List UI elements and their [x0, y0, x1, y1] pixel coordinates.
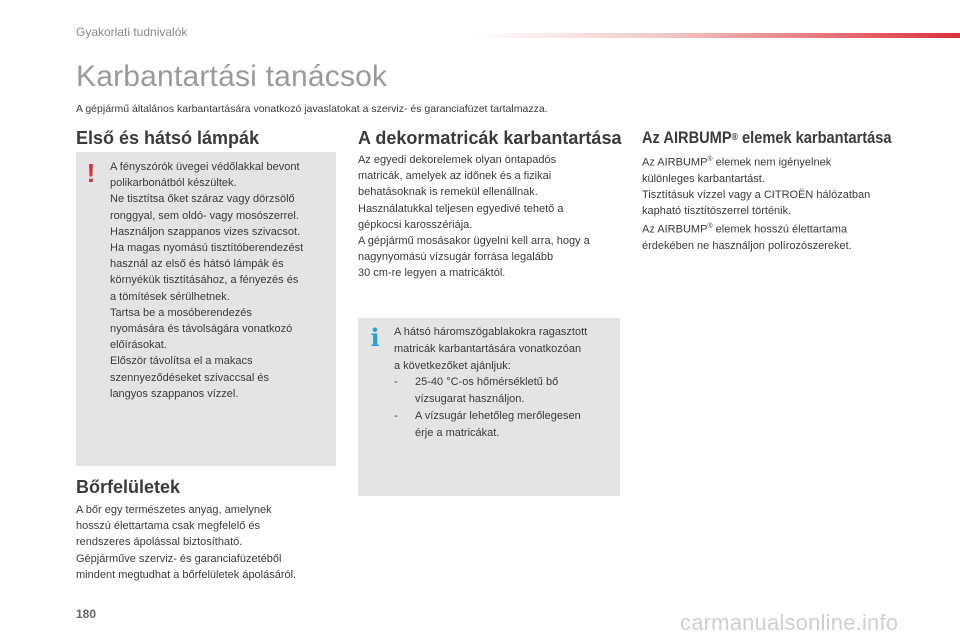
watermark: carmanualsonline.info [680, 610, 899, 635]
leather-line: Gépjárműve szerviz- és garanciafüzetéből [76, 552, 282, 565]
list-dash: - [394, 409, 398, 422]
warning-line: előírásokat. [110, 339, 167, 352]
leather-text [76, 502, 346, 583]
registered-mark: ® [731, 132, 738, 143]
registered-mark: ® [707, 223, 713, 231]
page-title: Karbantartási tanácsok [76, 60, 388, 93]
warning-line: Először távolítsa el a makacs [110, 355, 253, 368]
decals-line: 30 cm-re legyen a matricáktól. [358, 267, 506, 280]
info-text [394, 324, 616, 442]
warning-line: használ az első és hátsó lámpák és [110, 258, 284, 271]
warning-line: környékük tisztításához, a fényezés és [110, 274, 299, 287]
airbump-line-part: elemek nem igényelnek [712, 156, 832, 169]
airbump-line [642, 152, 922, 171]
airbump-line: Tisztításuk vízzel vagy a CITROËN hálózatban [642, 189, 871, 202]
info-list-item [394, 408, 616, 442]
warning-line: polikarbonátból készültek. [110, 177, 237, 190]
decals-text [358, 152, 628, 282]
exclamation-icon: ! [86, 158, 96, 188]
airbump-line-part: Az AIRBUMP [642, 224, 708, 237]
info-item-line: érje a matricákat. [415, 426, 500, 439]
page-intro: A gépjármű általános karbantartására vonatkozó javaslatokat a szerviz- és garanciafüzet tartalmazza. [76, 103, 548, 115]
info-item-line: vízsugarat használjon. [415, 393, 525, 406]
warning-line: nyomására és távolságára vonatkozó [110, 323, 293, 336]
airbump-heading-prefix: Az AIRBUMP [642, 128, 732, 147]
decals-line: nagynyomású vízsugár forrása legalább [358, 251, 554, 264]
airbump-line: különleges karbantartást. [642, 172, 765, 185]
airbump-line [642, 219, 922, 238]
leather-line: A bőr egy természetes anyag, amelynek [76, 504, 272, 516]
airbump-line-part: elemek hosszú élettartama [712, 224, 848, 237]
leather-heading: Bőrfelületek [76, 477, 181, 497]
decals-line: Használatukkal teljesen egyedivé tehető a [358, 202, 564, 215]
list-dash: - [394, 376, 398, 389]
warning-line: ronggyal, sem oldó- vagy mosószerrel. [110, 209, 299, 222]
lamps-heading: Első és hátsó lámpák [76, 128, 260, 148]
warning-line: Ha magas nyomású tisztítóberendezést [110, 242, 304, 255]
page-number: 180 [76, 607, 97, 621]
section-header: Gyakorlati tudnivalók [76, 25, 188, 39]
warning-line: langyos szappanos vízzel. [110, 387, 239, 400]
leather-line: hosszú élettartama csak megfelelő és [76, 520, 261, 533]
airbump-line: kapható tisztítószerrel történik. [642, 205, 792, 218]
info-line: matricák karbantartására vonatkozóan [394, 342, 582, 355]
info-icon: i [370, 323, 380, 352]
warning-text [110, 159, 332, 402]
airbump-line-part: Az AIRBUMP [642, 156, 708, 169]
decals-line: gépkocsi karosszériája. [358, 218, 473, 231]
warning-line: A fényszórók üvegei védőlakkal bevont [110, 161, 300, 173]
decals-line: A gépjármű mosásakor ügyelni kell arra, hogy a [358, 235, 590, 248]
header-accent-rule [470, 33, 960, 38]
decals-heading: A dekormatricák karbantartása [358, 128, 622, 148]
info-line: a következőket ajánljuk: [394, 359, 511, 372]
leather-line: mindent megtudhat a bőrfelületek ápolásáról. [76, 568, 297, 581]
decals-line: behatásoknak is remekül ellenállnak. [358, 186, 538, 199]
info-item-line: 25-40 °C-os hőmérsékletű bő [415, 376, 559, 389]
decals-line: matricák, amelyek az időnek és a fizikai [358, 170, 552, 183]
info-item-line: A vízsugár lehetőleg merőlegesen [415, 409, 581, 422]
airbump-heading [642, 128, 892, 148]
warning-line: Tartsa be a mosóberendezés [110, 306, 252, 319]
registered-mark: ® [707, 156, 713, 163]
leather-line: rendszeres ápolással biztosítható. [76, 536, 243, 549]
info-list-item [394, 374, 616, 408]
warning-line: Használjon szappanos vizes szivacsot. [110, 225, 301, 238]
warning-line: Ne tisztítsa őket száraz vagy dörzsölő [110, 193, 295, 206]
warning-line: a tömítések sérülhetnek. [110, 290, 230, 303]
decals-line: Az egyedi dekorelemek olyan öntapadós [358, 154, 557, 166]
airbump-text [642, 152, 922, 255]
airbump-heading-suffix: elemek karbantartása [737, 128, 892, 147]
info-line: A hátsó háromszögablakokra ragasztott [394, 326, 588, 338]
warning-line: szennyeződéseket szivaccsal és [110, 371, 269, 384]
airbump-line: érdekében ne használjon polírozószereket. [642, 240, 852, 253]
